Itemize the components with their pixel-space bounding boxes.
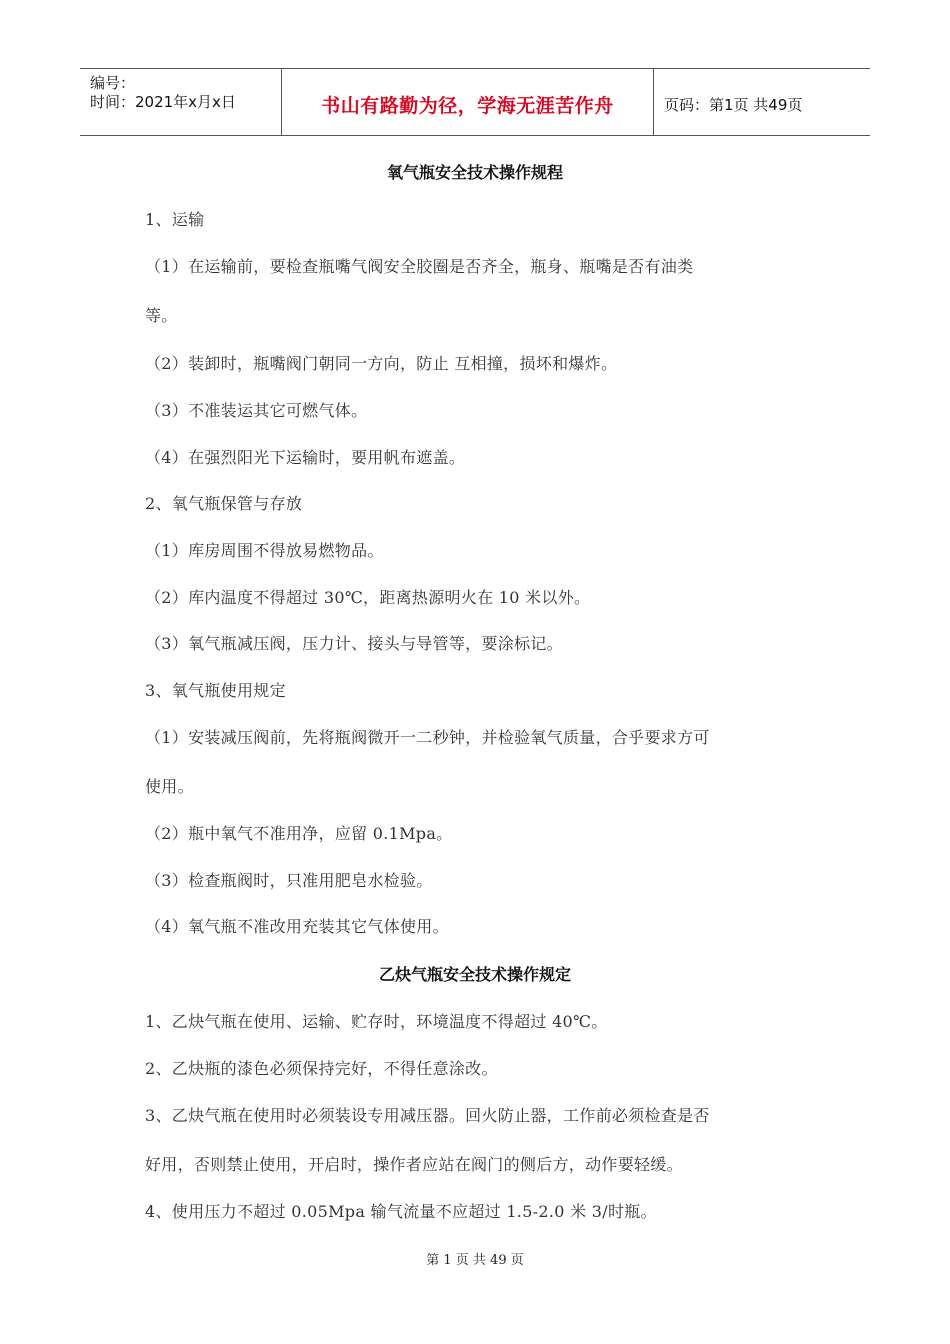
text-line: 4、使用压力不超过 0.05Mpa 输气流量不应超过 1.5-2.0 米 3/时瓶。 <box>145 1202 657 1221</box>
text-line: （3）氧气瓶减压阀，压力计、接头与导管等，要涂标记。 <box>145 634 563 653</box>
document-time-label: 时间：2021年x月x日 <box>90 93 236 111</box>
header-left-cell <box>80 69 282 135</box>
text-line: 2、乙炔瓶的漆色必须保持完好，不得任意涂改。 <box>145 1059 498 1078</box>
text-line: 3、乙炔气瓶在使用时必须装设专用减压器。回火防止器，工作前必须检查是否 <box>145 1106 710 1125</box>
text-line: （1）库房周围不得放易燃物品。 <box>145 541 384 560</box>
text-line: （2）瓶中氧气不准用净，应留 0.1Mpa。 <box>145 824 453 843</box>
text-line: （1）安装减压阀前，先将瓶阀微开一二秒钟，并检验氧气质量，合乎要求方可 <box>145 728 710 747</box>
document-number-label: 编号： <box>90 74 136 92</box>
section-title-oxygen: 氧气瓶安全技术操作规程 <box>386 163 563 182</box>
text-line: 使用。 <box>145 777 194 796</box>
section-title-acetylene: 乙炔气瓶安全技术操作规定 <box>378 965 571 984</box>
text-line: （4）在强烈阳光下运输时，要用帆布遮盖。 <box>145 448 466 467</box>
text-line: （3）检查瓶阀时，只准用肥皂水检验。 <box>145 871 433 890</box>
text-line: （4）氧气瓶不准改用充装其它气体使用。 <box>145 917 449 936</box>
text-line: （2）库内温度不得超过 30℃，距离热源明火在 10 米以外。 <box>145 588 591 607</box>
text-line: （3）不准装运其它可燃气体。 <box>145 401 368 420</box>
header-motto: 书山有路勤为径，学海无涯苦作舟 <box>321 95 614 117</box>
page-header <box>80 68 870 136</box>
page-footer: 第 1 页 共 49 页 <box>426 1253 524 1268</box>
header-right-cell <box>654 69 870 135</box>
text-line: 等。 <box>145 306 178 325</box>
header-middle-cell <box>282 69 654 135</box>
text-line: （1）在运输前，要检查瓶嘴气阀安全胶圈是否齐全，瓶身、瓶嘴是否有油类 <box>145 257 694 276</box>
text-line: 1、乙炔气瓶在使用、运输、贮存时，环境温度不得超过 40℃。 <box>145 1012 608 1031</box>
text-line: 1、运输 <box>145 210 205 229</box>
text-line: 2、氧气瓶保管与存放 <box>145 494 303 513</box>
header-page-info: 页码：第1页 共49页 <box>664 96 803 114</box>
text-line: 3、氧气瓶使用规定 <box>145 681 286 700</box>
text-line: （2）装卸时，瓶嘴阀门朝同一方向，防止 互相撞，损坏和爆炸。 <box>145 354 618 373</box>
text-line: 好用，否则禁止使用，开启时，操作者应站在阀门的侧后方，动作要轻缓。 <box>145 1155 683 1174</box>
